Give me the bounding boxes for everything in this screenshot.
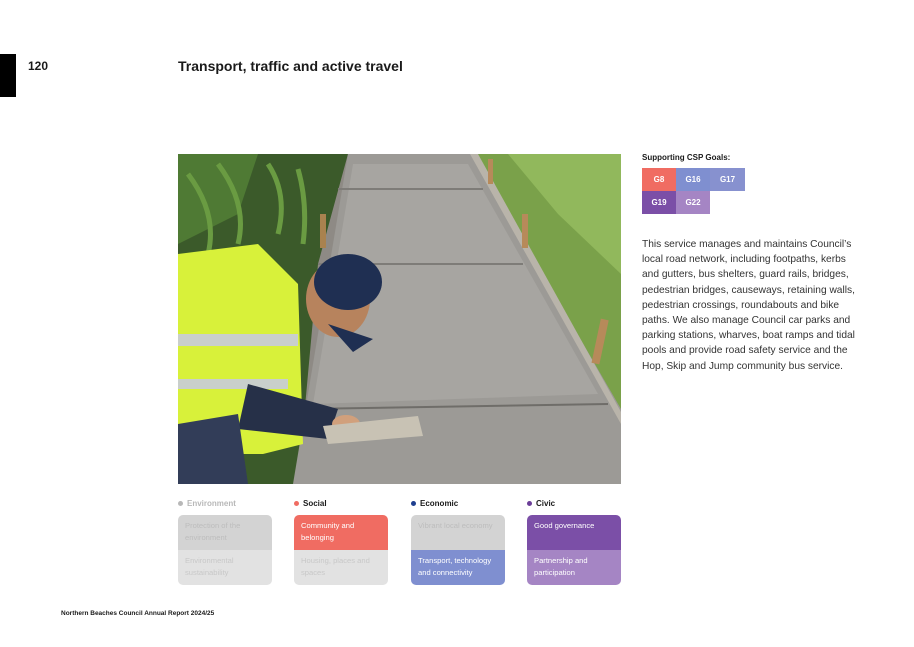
goal-chip-g16: G16 xyxy=(676,168,710,191)
pillar-outcome-top: Protection of the environment xyxy=(178,515,272,550)
pillar-name: Social xyxy=(303,499,327,508)
goal-chip-g19: G19 xyxy=(642,191,676,214)
pillar-box-economic xyxy=(411,515,505,585)
dot-icon xyxy=(294,501,299,506)
pillar-outcome-bottom: Environmental sustainability xyxy=(178,550,272,585)
dot-icon xyxy=(178,501,183,506)
dot-icon xyxy=(411,501,416,506)
goal-chip-g17: G17 xyxy=(710,168,745,191)
pillar-box-civic xyxy=(527,515,621,585)
pillar-outcome-bottom: Transport, technology and connectivity xyxy=(411,550,505,585)
dot-icon xyxy=(527,501,532,506)
goal-chip-g8: G8 xyxy=(642,168,676,191)
photo-concrete-footpath xyxy=(178,154,621,484)
pillar-label-environment xyxy=(178,499,236,508)
page-number: 120 xyxy=(28,59,49,73)
pillar-outcome-top: Vibrant local economy xyxy=(411,515,505,550)
pillar-label-civic xyxy=(527,499,555,508)
pillar-outcome-top: Community and belonging xyxy=(294,515,388,550)
pillar-box-social xyxy=(294,515,388,585)
service-description: This service manages and maintains Council’s local road network, including footpaths, kerbs and gutters, bus shelters, guard rails, bridges, pedestrian bridges, causeways, retaining walls, pedestrian crossings, roundabouts and bike paths. We also manage Council car parks and parking stations, wharves, boat ramps and tidal pools and provide road safety service and the Hop, Skip and Jump community bus service. xyxy=(642,239,855,372)
pillar-label-economic xyxy=(411,499,458,508)
report-footer: Northern Beaches Council Annual Report 2024/25 xyxy=(61,610,215,617)
pillar-box-environment xyxy=(178,515,272,585)
pillar-outcome-bottom: Partnership and participation xyxy=(527,550,621,585)
pillar-name: Economic xyxy=(420,499,459,508)
page-tab-marker xyxy=(0,54,16,97)
pillar-name: Civic xyxy=(536,499,556,508)
csp-goals-heading: Supporting CSP Goals: xyxy=(642,153,731,162)
section-title: Transport, traffic and active travel xyxy=(178,58,403,74)
pillar-label-social xyxy=(294,499,327,508)
goal-chip-g22: G22 xyxy=(676,191,710,214)
pillar-outcome-bottom: Housing, places and spaces xyxy=(294,550,388,585)
pillar-outcome-top: Good governance xyxy=(527,515,621,550)
pillar-name: Environment xyxy=(187,499,236,508)
